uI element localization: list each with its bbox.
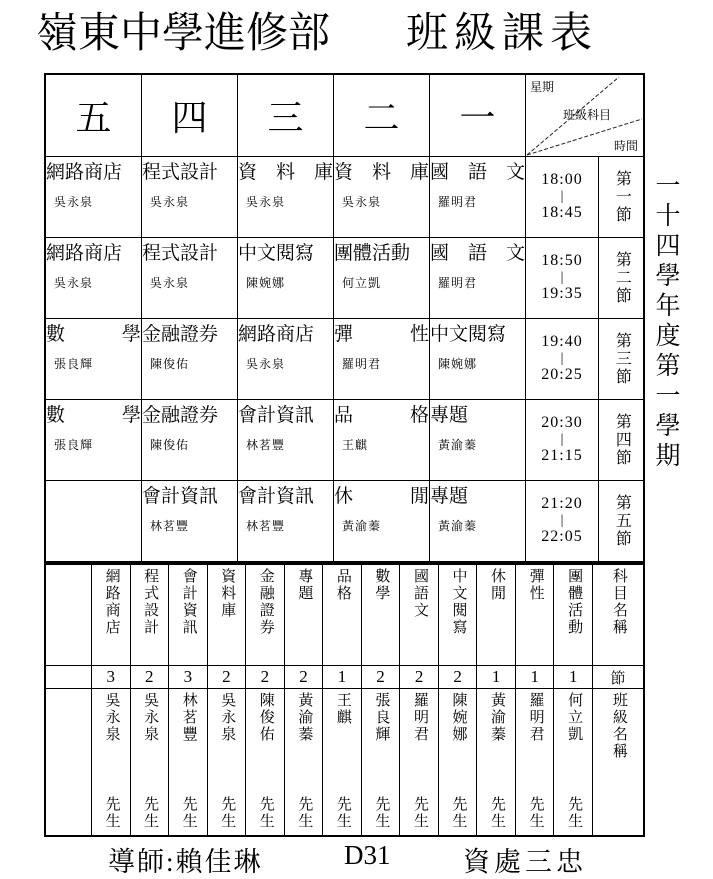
teacher-name: 黃渝蓁 — [342, 518, 382, 533]
subject-name: 數 學 — [46, 324, 141, 345]
summary-subject — [92, 565, 130, 665]
schedule-cell — [334, 319, 429, 399]
summary-subject-text: 中文閱寫 — [450, 568, 467, 636]
period-label-cell — [599, 157, 643, 237]
teacher-name: 陳婉娜 — [438, 356, 478, 371]
period-label: 第一節 — [613, 170, 631, 224]
schedule-cell — [46, 157, 141, 237]
subject-name: 中文閱寫 — [430, 324, 507, 345]
schedule-cell — [430, 400, 525, 480]
day-header-tue: 二 — [334, 75, 429, 156]
page-title — [36, 0, 598, 60]
time-range — [526, 400, 598, 480]
teacher-name: 張良輝 — [54, 356, 94, 371]
summary-count: 2 — [362, 666, 400, 688]
summary-subject-text: 數學 — [373, 568, 390, 602]
start-time: 19:40 — [541, 332, 583, 350]
schedule-cell — [46, 400, 141, 480]
time-range — [526, 157, 598, 237]
schedule-cell — [238, 481, 333, 561]
subject-name: 休 閒 — [334, 486, 429, 507]
summary-teacher — [92, 689, 130, 835]
honorific: 先生 — [142, 796, 159, 830]
teacher-name: 吳永泉 — [150, 194, 190, 209]
summary-count: 1 — [477, 666, 515, 688]
homeroom-teacher: 導師:賴佳琳 — [108, 847, 263, 877]
summary-count: 1 — [323, 666, 361, 688]
subject-name: 國 語 文 — [430, 243, 525, 264]
subject-name: 專題 — [430, 405, 469, 426]
summary-subject-text: 彈性 — [527, 568, 544, 602]
start-time: 20:30 — [541, 413, 583, 431]
period-label: 第五節 — [613, 494, 631, 548]
timetable — [44, 73, 645, 563]
subject-name: 資 料 庫 — [334, 162, 429, 183]
summary-teacher-name: 林茗豐 — [180, 692, 197, 743]
summary-teacher-name: 王麒 — [334, 692, 351, 726]
summary-count: 1 — [554, 666, 592, 688]
subject-name: 程式設計 — [142, 162, 219, 183]
summary-subject — [285, 565, 323, 665]
subject-summary-table — [44, 563, 645, 837]
class-name-label: 班級名稱 — [610, 692, 627, 760]
subject-name: 會計資訊 — [142, 486, 219, 507]
summary-count-header: 節 — [593, 666, 643, 688]
schedule-cell — [334, 400, 429, 480]
summary-subject-text: 國語文 — [411, 568, 428, 619]
summary-teacher-name: 黃渝蓁 — [296, 692, 313, 743]
summary-count: 2 — [285, 666, 323, 688]
summary-teacher — [400, 689, 438, 835]
class-code: D31 — [344, 840, 391, 870]
summary-subject — [208, 565, 246, 665]
teacher-name: 黃渝蓁 — [438, 518, 478, 533]
honorific: 先生 — [450, 796, 467, 830]
summary-teacher-name: 陳俊佑 — [257, 692, 274, 743]
summary-teacher — [208, 689, 246, 835]
summary-empty-cell — [46, 565, 91, 665]
period-label: 第三節 — [613, 332, 631, 386]
schedule-cell — [238, 157, 333, 237]
subject-name: 會計資訊 — [238, 405, 315, 426]
summary-subject-text: 網路商店 — [103, 568, 120, 636]
summary-teacher-header — [593, 689, 643, 835]
summary-teacher-name: 何立凱 — [566, 692, 583, 743]
honorific: 先生 — [103, 796, 120, 830]
end-time: 21:15 — [541, 447, 583, 465]
corner-weekday-label: 星期 — [530, 80, 555, 94]
summary-count: 2 — [246, 666, 284, 688]
summary-teacher-name: 吳永泉 — [142, 692, 159, 743]
schedule-cell — [142, 400, 237, 480]
summary-subject — [554, 565, 592, 665]
teacher-name: 吳永泉 — [150, 275, 190, 290]
summary-count: 1 — [516, 666, 554, 688]
teacher-name: 吳永泉 — [54, 275, 94, 290]
honorific: 先生 — [296, 796, 313, 830]
subject-name: 數 學 — [46, 405, 141, 426]
honorific: 先生 — [489, 796, 506, 830]
summary-subject-text: 金融證券 — [257, 568, 274, 636]
summary-count: 2 — [208, 666, 246, 688]
subject-name: 團體活動 — [334, 243, 411, 264]
honorific: 先生 — [180, 796, 197, 830]
schedule-cell — [430, 238, 525, 318]
end-time: 20:25 — [541, 366, 583, 384]
summary-teacher — [131, 689, 169, 835]
time-separator: | — [560, 269, 564, 285]
time-separator: | — [560, 350, 564, 366]
document-name: 班級課表 — [406, 11, 599, 57]
day-header-mon: 一 — [430, 75, 525, 156]
summary-teacher — [246, 689, 284, 835]
schedule-cell — [46, 319, 141, 399]
summary-teacher-name: 黃渝蓁 — [489, 692, 506, 743]
class-name: 資處三忠 — [463, 847, 587, 877]
teacher-name: 何立凱 — [342, 275, 382, 290]
summary-teacher-name: 陳婉娜 — [450, 692, 467, 743]
time-separator: | — [560, 188, 564, 204]
honorific: 先生 — [334, 796, 351, 830]
subject-name: 程式設計 — [142, 243, 219, 264]
honorific: 先生 — [411, 796, 428, 830]
teacher-name: 林茗豐 — [150, 518, 190, 533]
subject-name-label: 科目名稱 — [610, 568, 627, 636]
summary-subject-text: 團體活動 — [566, 568, 583, 636]
teacher-name: 陳俊佑 — [150, 356, 190, 371]
corner-header-cell — [526, 75, 643, 156]
schedule-cell — [142, 157, 237, 237]
subject-name: 網路商店 — [46, 243, 123, 264]
summary-count: 2 — [131, 666, 169, 688]
subject-name: 品 格 — [334, 405, 429, 426]
day-header-wed: 三 — [238, 75, 333, 156]
subject-name: 網路商店 — [46, 162, 123, 183]
summary-subject-text: 會計資訊 — [180, 568, 197, 636]
period-label: 第二節 — [613, 251, 631, 305]
teacher-name: 陳婉娜 — [246, 275, 286, 290]
summary-teacher-name: 吳永泉 — [103, 692, 120, 743]
summary-subject-text: 資料庫 — [219, 568, 236, 619]
honorific: 先生 — [566, 796, 583, 830]
semester-label: 一十四學年度第一學期 — [652, 172, 679, 472]
day-header-fri: 五 — [46, 75, 141, 156]
subject-name: 國 語 文 — [430, 162, 525, 183]
summary-subject — [131, 565, 169, 665]
summary-subject-text: 程式設計 — [142, 568, 159, 636]
summary-subject — [439, 565, 477, 665]
teacher-name: 黃渝蓁 — [438, 437, 478, 452]
teacher-name: 羅明君 — [438, 275, 478, 290]
school-name: 嶺東中學進修部 — [36, 11, 331, 57]
honorific: 先生 — [257, 796, 274, 830]
day-header-thu: 四 — [142, 75, 237, 156]
teacher-name: 陳俊佑 — [150, 437, 190, 452]
schedule-cell — [430, 481, 525, 561]
time-separator: | — [560, 512, 564, 528]
subject-name: 資 料 庫 — [238, 162, 333, 183]
schedule-cell — [334, 238, 429, 318]
summary-empty-cell — [46, 666, 91, 688]
schedule-cell — [334, 157, 429, 237]
subject-name: 金融證券 — [142, 324, 219, 345]
summary-subject — [477, 565, 515, 665]
summary-subject-text: 休閒 — [489, 568, 506, 602]
subject-name: 專題 — [430, 486, 469, 507]
period-label-cell — [599, 400, 643, 480]
summary-teacher — [285, 689, 323, 835]
teacher-name: 吳永泉 — [54, 194, 94, 209]
subject-name: 彈 性 — [334, 324, 429, 345]
end-time: 18:45 — [541, 204, 583, 222]
subject-name: 中文閱寫 — [238, 243, 315, 264]
summary-teacher-name: 張良輝 — [373, 692, 390, 743]
corner-time-label: 時間 — [613, 139, 638, 153]
honorific: 先生 — [373, 796, 390, 830]
teacher-name: 羅明君 — [342, 356, 382, 371]
summary-count: 2 — [400, 666, 438, 688]
summary-empty-cell — [46, 689, 91, 835]
schedule-cell — [334, 481, 429, 561]
corner-class-subject-label: 班級科目 — [563, 108, 612, 122]
summary-subject-text: 專題 — [296, 568, 313, 602]
time-range — [526, 319, 598, 399]
summary-count: 3 — [169, 666, 207, 688]
start-time: 18:50 — [541, 251, 583, 269]
summary-teacher — [323, 689, 361, 835]
subject-name: 金融證券 — [142, 405, 219, 426]
teacher-name: 吳永泉 — [246, 356, 286, 371]
summary-count: 3 — [92, 666, 130, 688]
teacher-name: 林茗豐 — [246, 518, 286, 533]
summary-teacher-name: 羅明君 — [411, 692, 428, 743]
period-label-cell — [599, 319, 643, 399]
end-time: 19:35 — [541, 285, 583, 303]
teacher-name: 吳永泉 — [246, 194, 286, 209]
schedule-cell — [142, 238, 237, 318]
honorific: 先生 — [527, 796, 544, 830]
summary-teacher — [362, 689, 400, 835]
teacher-name: 吳永泉 — [342, 194, 382, 209]
period-label-cell — [599, 238, 643, 318]
summary-teacher-name: 吳永泉 — [219, 692, 236, 743]
schedule-cell — [238, 319, 333, 399]
schedule-cell — [430, 319, 525, 399]
teacher-name: 羅明君 — [438, 194, 478, 209]
summary-subject — [169, 565, 207, 665]
honorific: 先生 — [219, 796, 236, 830]
summary-count: 2 — [439, 666, 477, 688]
schedule-cell-empty — [46, 481, 141, 561]
period-label: 第四節 — [613, 413, 631, 467]
summary-subject — [246, 565, 284, 665]
time-separator: | — [560, 431, 564, 447]
summary-subject-header — [593, 565, 643, 665]
summary-subject-text: 品格 — [334, 568, 351, 602]
schedule-cell — [142, 481, 237, 561]
summary-teacher — [554, 689, 592, 835]
teacher-name: 王麒 — [342, 437, 369, 452]
time-range — [526, 238, 598, 318]
summary-teacher — [516, 689, 554, 835]
summary-subject — [323, 565, 361, 665]
subject-name: 會計資訊 — [238, 486, 315, 507]
summary-subject — [400, 565, 438, 665]
start-time: 18:00 — [541, 170, 583, 188]
teacher-name: 張良輝 — [54, 437, 94, 452]
summary-teacher — [169, 689, 207, 835]
time-range — [526, 481, 598, 561]
schedule-cell — [142, 319, 237, 399]
schedule-cell — [430, 157, 525, 237]
subject-name: 網路商店 — [238, 324, 315, 345]
summary-teacher — [439, 689, 477, 835]
schedule-cell — [46, 238, 141, 318]
summary-subject — [516, 565, 554, 665]
end-time: 22:05 — [541, 528, 583, 546]
summary-subject — [362, 565, 400, 665]
start-time: 21:20 — [541, 494, 583, 512]
schedule-cell — [238, 400, 333, 480]
summary-teacher-name: 羅明君 — [527, 692, 544, 743]
summary-teacher — [477, 689, 515, 835]
period-label-cell — [599, 481, 643, 561]
teacher-name: 林茗豐 — [246, 437, 286, 452]
schedule-cell — [238, 238, 333, 318]
